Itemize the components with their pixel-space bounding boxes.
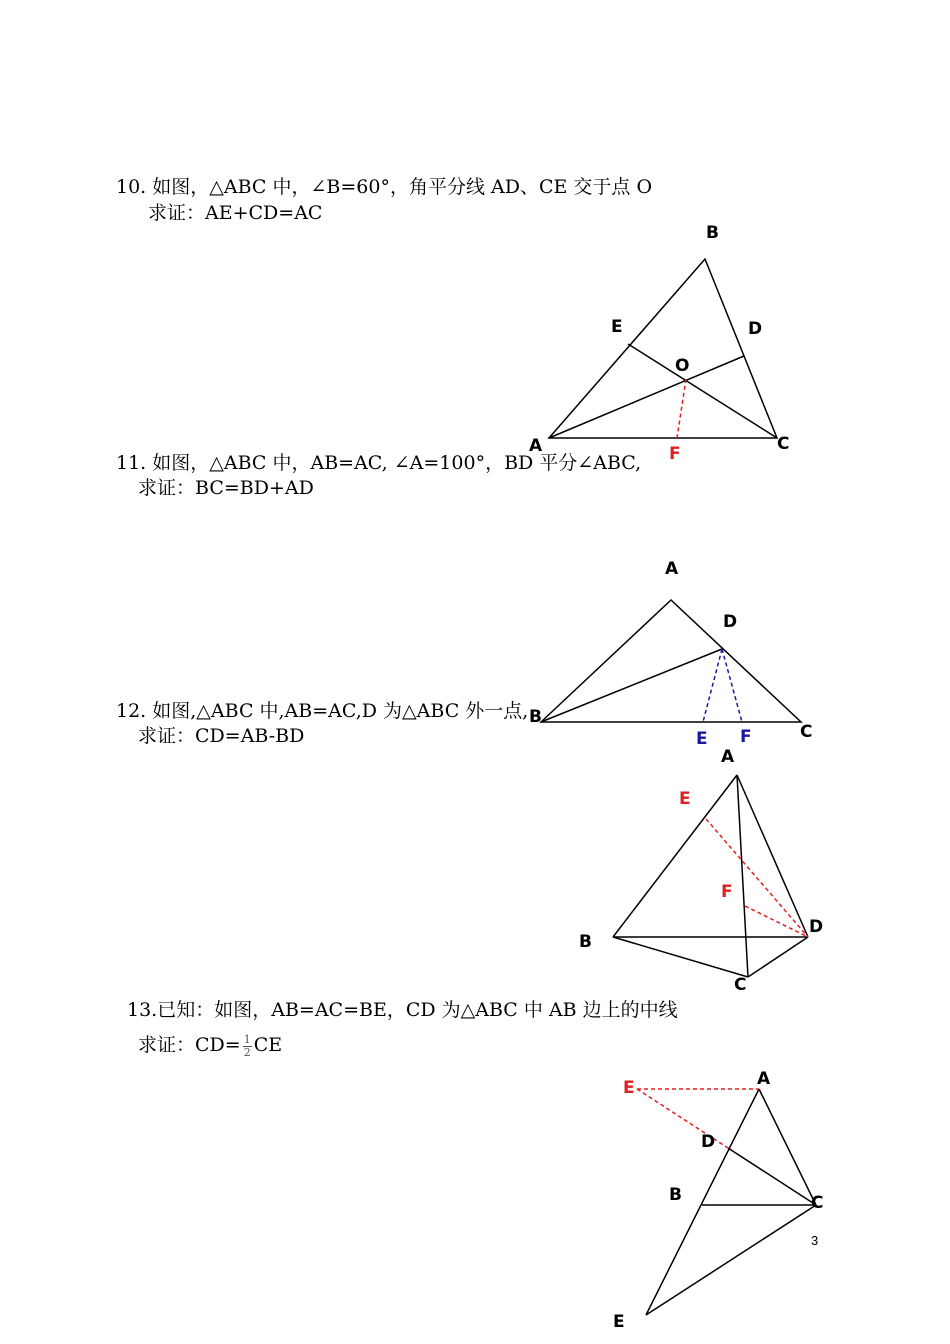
figure-13: [637, 1089, 819, 1315]
auxiliary-fd: [745, 906, 808, 937]
fig12-label-f: F: [721, 882, 733, 902]
fig13-label-a: A: [757, 1069, 771, 1089]
segment-ad-12: [737, 775, 808, 937]
segment-bc-12: [613, 937, 748, 977]
figure-13-labels: [613, 1069, 823, 1332]
triangle-abc-10: [549, 259, 777, 438]
problem-13-prove-prefix: 求证：CD=: [138, 1034, 241, 1056]
problem-11-prove: 求证：BC=BD+AD: [138, 477, 314, 499]
segment-ce-13: [646, 1205, 819, 1315]
bisector-ad: [549, 356, 744, 438]
fig13-label-b: B: [669, 1185, 682, 1205]
fig11-label-d: D: [723, 612, 738, 632]
fig10-label-c: C: [777, 434, 790, 454]
figure-10-labels: [529, 223, 789, 464]
segment-ac-12: [737, 775, 748, 977]
fig13-label-e-bottom: E: [613, 1312, 625, 1332]
fig10-label-b: B: [706, 223, 719, 243]
problem-10-prove: 求证：AE+CD=AC: [148, 202, 323, 224]
fig12-label-b: B: [579, 932, 592, 952]
problem-10-statement: 10. 如图，△ABC 中，∠B=60°，角平分线 AD、CE 交于点 O: [116, 176, 653, 198]
fig13-label-e-top: E: [623, 1078, 635, 1098]
fig11-label-b: B: [529, 707, 542, 727]
one-half-fraction: $\frac{1}{2}$: [243, 1032, 251, 1059]
triangle-abc-11: [541, 600, 801, 722]
page-number: 3: [811, 1233, 819, 1248]
figure-11: [541, 600, 801, 722]
problem-12-prove: 求证：CD=AB-BD: [138, 725, 305, 747]
figure-12: [613, 775, 808, 977]
bisector-ce: [628, 344, 777, 438]
fig10-label-d: D: [748, 319, 763, 339]
fig13-label-d: D: [701, 1132, 716, 1152]
fig11-label-f: F: [740, 727, 752, 747]
segment-ae-13: [646, 1089, 759, 1315]
fig10-label-e: E: [611, 317, 623, 337]
fig10-label-f: F: [669, 444, 681, 464]
fig13-label-c: C: [811, 1193, 824, 1213]
problem-13-statement: 13.已知：如图，AB=AC=BE，CD 为△ABC 中 AB 边上的中线: [127, 999, 678, 1021]
figure-11-labels: [529, 559, 812, 749]
figure-10: [549, 259, 777, 438]
segment-ac-13: [759, 1089, 816, 1205]
fig11-label-a: A: [665, 559, 679, 579]
bisector-bd: [541, 649, 722, 722]
fig12-label-a: A: [721, 747, 735, 767]
fig11-label-c: C: [800, 722, 813, 742]
problem-11-statement: 11. 如图，△ABC 中，AB=AC, ∠A=100°，BD 平分∠ABC,: [116, 452, 642, 474]
auxiliary-df: [722, 649, 742, 722]
figure-12-labels: [579, 747, 823, 995]
fig12-label-e: E: [679, 789, 691, 809]
fig12-label-c: C: [734, 975, 747, 995]
auxiliary-of: [677, 379, 686, 438]
fig10-label-a: A: [529, 436, 543, 456]
fig12-label-d: D: [809, 917, 824, 937]
auxiliary-de: [703, 649, 722, 722]
segment-cd-12: [748, 937, 808, 977]
problem-12-statement: 12. 如图,△ABC 中,AB=AC,D 为△ABC 外一点,: [116, 700, 529, 722]
auxiliary-ed: [706, 819, 808, 937]
segment-ab-12: [613, 775, 737, 937]
fig11-label-e: E: [696, 729, 708, 749]
fig10-label-o: O: [675, 356, 690, 376]
problem-13-prove-suffix: CE: [253, 1034, 283, 1056]
